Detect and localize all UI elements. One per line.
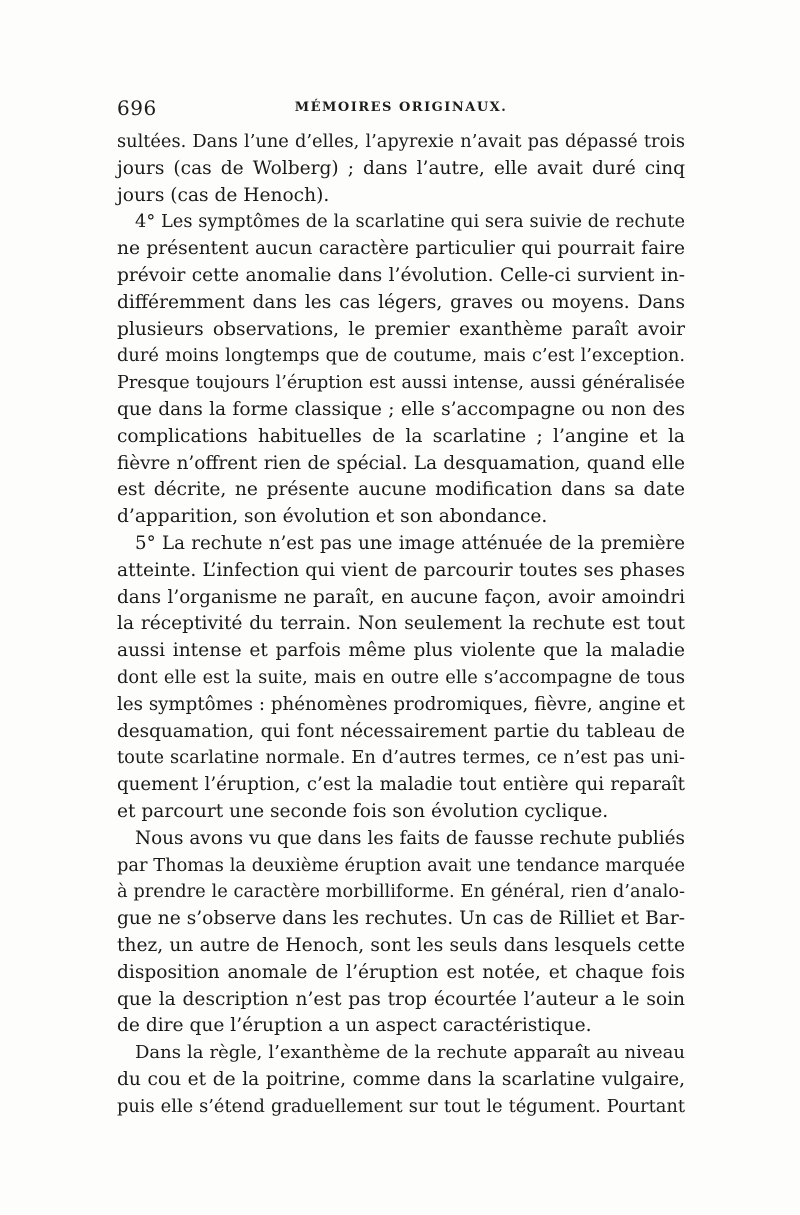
text-line: Presque toujours l’éruption est aussi intense, aussi généralisée: [117, 373, 685, 394]
text-line: de dire que l’éruption a un aspect caractéristique.: [117, 1015, 592, 1037]
text-line: puis elle s’étend graduellement sur tout le tégument. Pourtant: [117, 1095, 685, 1117]
text-line: d’apparition, son évolution et son abondance.: [117, 506, 548, 528]
running-title: MÉMOIRES ORIGINAUX.: [294, 100, 508, 115]
text-line: ne présentent aucun caractère particulier qui pourrait faire: [117, 238, 685, 260]
text-line: quement l’éruption, c’est la maladie tout entière qui reparaît: [117, 774, 685, 796]
text-line: thez, un autre de Henoch, sont les seuls dans lesquels cette: [117, 934, 685, 956]
text-line: jours (cas de Henoch).: [117, 184, 330, 206]
body-text: [117, 129, 685, 1120]
text-line: les symptômes : phénomènes prodromiques, fièvre, angine et: [117, 693, 685, 715]
text-line: par Thomas la deuxième éruption avait une tendance marquée: [117, 854, 685, 876]
text-line: jours (cas de Wolberg) ; dans l’autre, elle avait duré cinq: [117, 157, 685, 179]
text-line: sultées. Dans l’une d’elles, l’apyrexie n’avait pas dépassé trois: [117, 131, 685, 152]
text-line: du cou et de la poitrine, comme dans la scarlatine vulgaire,: [117, 1068, 685, 1090]
text-line: que dans la forme classique ; elle s’accompagne ou non des: [117, 398, 685, 420]
text-line: Dans la règle, l’exanthème de la rechute apparaît au niveau: [135, 1042, 685, 1064]
text-line: duré moins longtemps que de coutume, mais c’est l’exception.: [117, 345, 685, 367]
text-line: prévoir cette anomalie dans l’évolution. Celle-ci survient in-: [117, 264, 685, 286]
text-line: gue ne s’observe dans les rechutes. Un cas de Rilliet et Bar-: [117, 908, 685, 930]
text-line: Nous avons vu que dans les faits de fausse rechute publiés: [135, 827, 685, 849]
text-line: atteinte. L’infection qui vient de parcourir toutes ses phases: [117, 559, 685, 581]
text-line: toute scarlatine normale. En d’autres termes, ce n’est pas uni-: [117, 747, 685, 769]
text-line: et parcourt une seconde fois son évolution cyclique.: [117, 800, 609, 822]
text-line: aussi intense et parfois même plus violente que la maladie: [117, 640, 685, 662]
text-line: plusieurs observations, le premier exanthème paraît avoir: [117, 318, 685, 340]
text-line: dans l’organisme ne paraît, en aucune façon, avoir amoindri: [117, 586, 685, 608]
text-line: 5° La rechute n’est pas une image atténuée de la première: [135, 532, 685, 554]
page-number: 696: [117, 96, 157, 120]
text-line: que la description n’est pas trop écourtée l’auteur a le soin: [117, 988, 685, 1010]
text-line: dont elle est la suite, mais en outre elle s’accompagne de tous: [117, 666, 685, 688]
text-line: à prendre le caractère morbilliforme. En général, rien d’analo-: [117, 881, 685, 903]
text-line: disposition anomale de l’éruption est notée, et chaque fois: [117, 961, 685, 983]
text-line: est décrite, ne présente aucune modification dans sa date: [117, 479, 685, 501]
text-line: différemment dans les cas légers, graves ou moyens. Dans: [117, 291, 685, 313]
text-line: la réceptivité du terrain. Non seulement la rechute est tout: [117, 613, 685, 635]
text-line: fièvre n’offrent rien de spécial. La desquamation, quand elle: [117, 452, 685, 474]
page-header: [117, 96, 685, 124]
text-line: desquamation, qui font nécessairement partie du tableau de: [117, 720, 685, 742]
text-line: complications habituelles de la scarlatine ; l’angine et la: [117, 425, 685, 447]
text-line: 4° Les symptômes de la scarlatine qui sera suivie de rechute: [135, 211, 685, 233]
